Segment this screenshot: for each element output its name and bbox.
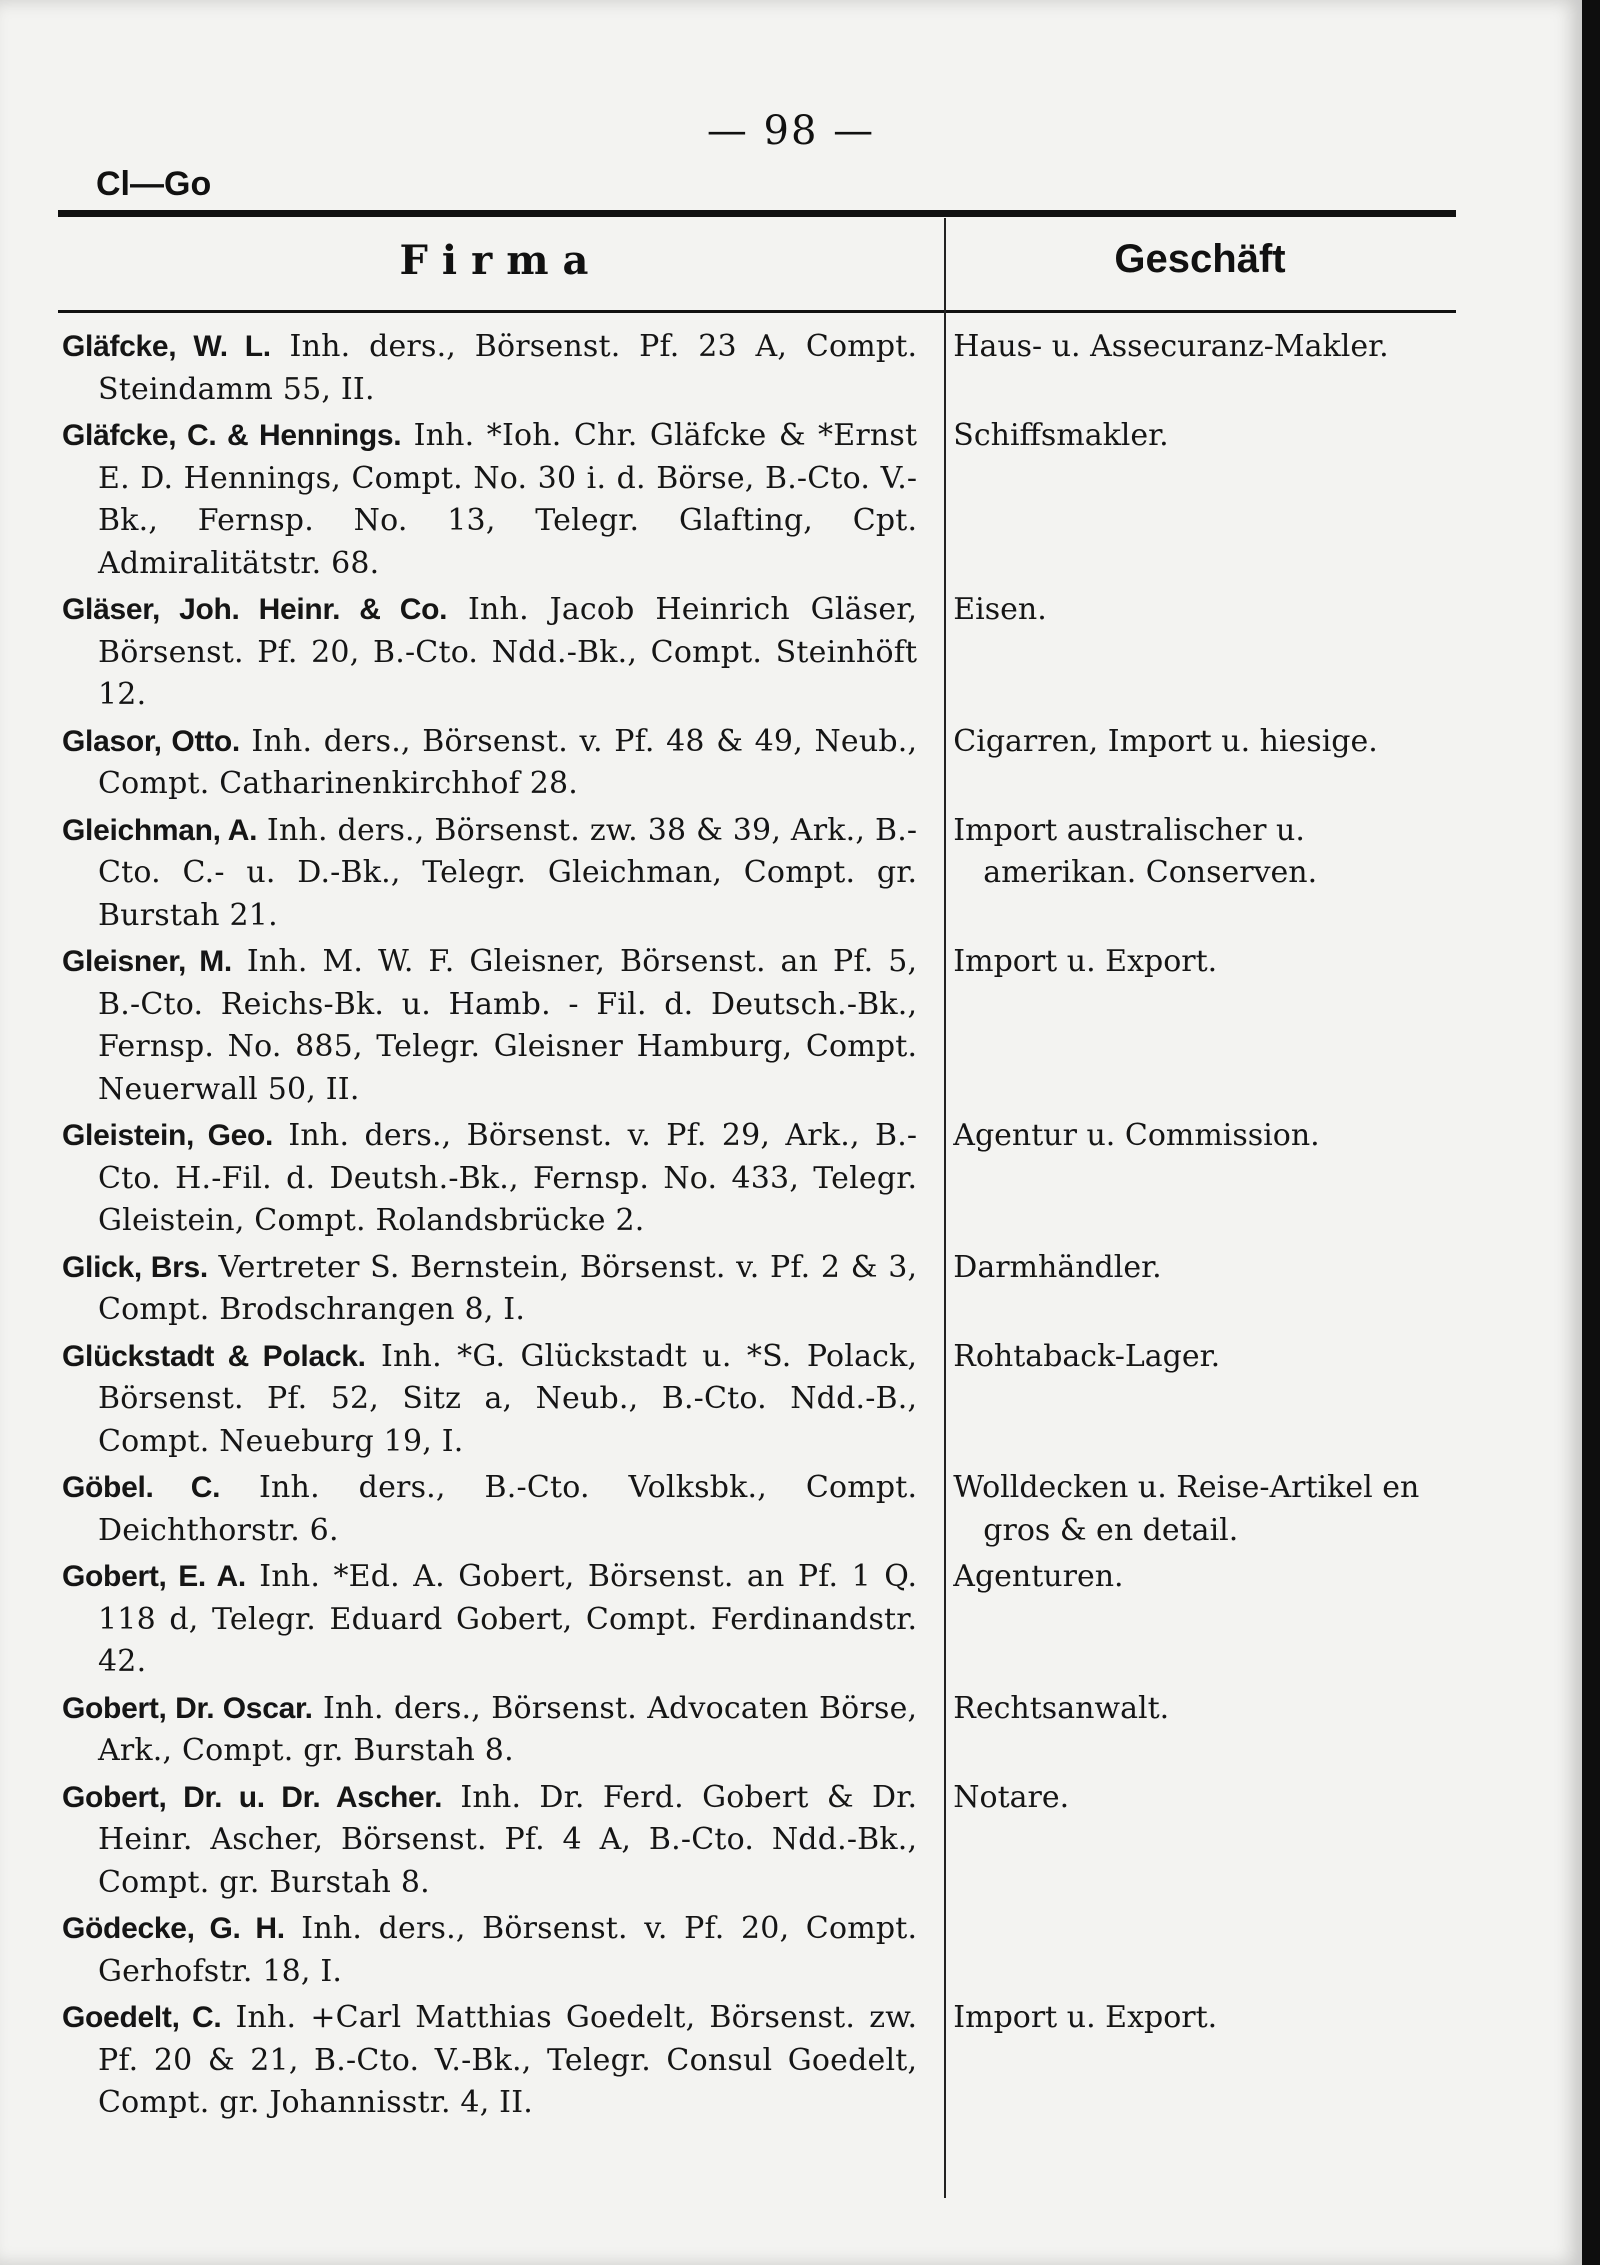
entry-firma xyxy=(62,721,917,806)
firm-name: Gleistein, Geo. xyxy=(62,1119,274,1152)
entry-geschaeft: Notare. xyxy=(953,1779,1070,1815)
entry-geschaeft: Darmhändler. xyxy=(953,1249,1162,1285)
entry-firma xyxy=(62,1115,917,1243)
entry-geschaeft: Import u. Export. xyxy=(953,2000,1218,2035)
entry-firma xyxy=(62,1556,917,1684)
firm-details: Inh. ders., Börsenst. zw. 38 & 39, Ark., B.-Cto. C.- u. D.-Bk., Telegr. Gleichman, Compt. gr. Burstah 21. xyxy=(98,812,918,933)
firm-name: Gläfcke, C. & Hennings. xyxy=(62,419,402,452)
firm-details: Vertreter S. Bernstein, Börsenst. v. Pf. 2 & 3, Compt. Brodschrangen 8, I. xyxy=(98,1249,918,1327)
entry-firma xyxy=(62,1247,917,1332)
entry-geschaeft: Import australischer u. amerikan. Conserven. xyxy=(953,812,1318,890)
entry-gleistein xyxy=(62,1115,1462,1243)
firm-name: Gleisner, M. xyxy=(62,945,232,978)
firm-details: Inh. ders., Börsenst. Pf. 23 A, Compt. Steindamm 55, II. xyxy=(98,329,918,407)
entry-goebel xyxy=(62,1467,1462,1552)
entry-firma xyxy=(62,1777,917,1905)
entry-geschaeft: Haus- u. Assecuranz-Makler. xyxy=(953,329,1389,364)
entry-firma xyxy=(62,941,917,1111)
firm-details: Inh. *Ioh. Chr. Gläfcke & *Ernst E. D. Hennings, Compt. No. 30 i. d. Börse, B.-Cto. V.-Bk., Fernsp. No. 13, Telegr. Glafting, Cpt. Admiralitätstr. 68. xyxy=(98,418,918,581)
column-header-firma: Firma xyxy=(399,237,603,284)
firm-name: Göbel. C. xyxy=(62,1471,221,1504)
firm-name: Gödecke, G. H. xyxy=(62,1912,285,1945)
scan-edge xyxy=(1582,0,1600,2265)
firm-name: Gobert, E. A. xyxy=(62,1560,246,1593)
firm-name: Gläser, Joh. Heinr. & Co. xyxy=(62,593,448,626)
firm-details: Inh. Jacob Heinrich Gläser, Börsenst. Pf. 20, B.-Cto. Ndd.-Bk., Compt. Steinhöft 12. xyxy=(98,592,918,712)
firm-details: Inh. M. W. F. Gleisner, Börsenst. an Pf. 5, B.-Cto. Reichs-Bk. u. Hamb. - Fil. d. Deutsch.-Bk., Fernsp. No. 885, Telegr. Gleisner Hamburg, Compt. Neuerwall 50, II. xyxy=(98,944,918,1107)
entry-glueckstadt-polack xyxy=(62,1336,1462,1464)
page-number: — 98 — xyxy=(706,108,876,154)
firm-details: Inh. ders., Börsenst. v. Pf. 29, Ark., B.-Cto. H.-Fil. d. Deutsh.-Bk., Fernsp. No. 433, Telegr. Gleistein, Compt. Rolandsbrücke 2. xyxy=(98,1118,918,1238)
entry-geschaeft: Rohtaback-Lager. xyxy=(953,1338,1221,1374)
entry-glaefcke-wl xyxy=(62,326,1462,411)
entry-firma xyxy=(62,1467,917,1552)
entry-geschaeft: Import u. Export. xyxy=(953,944,1218,979)
firm-details: Inh. ders., Börsenst. v. Pf. 20, Compt. Gerhofstr. 18, I. xyxy=(98,1911,918,1989)
firm-name: Glasor, Otto. xyxy=(62,724,240,758)
firm-name: Glückstadt & Polack. xyxy=(62,1339,366,1373)
firm-details: Inh. *G. Glückstadt u. *S. Polack, Börsenst. Pf. 52, Sitz a, Neub., B.-Cto. Ndd.-B., Compt. Neueburg 19, I. xyxy=(98,1338,918,1459)
entry-gobert-oscar xyxy=(62,1688,1462,1773)
entry-gleichman xyxy=(62,810,1462,938)
entry-glaefcke-hennings xyxy=(62,415,1462,585)
header-rule-thick xyxy=(58,210,1456,217)
entry-goedecke xyxy=(62,1908,1462,1993)
firm-details: Inh. ders., B.-Cto. Volksbk., Compt. Deichthorstr. 6. xyxy=(98,1470,918,1548)
entry-glick xyxy=(62,1247,1462,1332)
entry-geschaeft: Schiffsmakler. xyxy=(953,418,1169,453)
firm-name: Gleichman, A. xyxy=(62,813,258,847)
entry-firma xyxy=(62,326,917,411)
entry-firma xyxy=(62,1997,917,2125)
entry-geschaeft: Rechtsanwalt. xyxy=(953,1690,1170,1726)
entry-goedelt xyxy=(62,1997,1462,2125)
firm-details: Inh. +Carl Matthias Goedelt, Börsenst. zw. Pf. 20 & 21, B.-Cto. V.-Bk., Telegr. Consul Goedelt, Compt. gr. Johannisstr. 4, II. xyxy=(98,2000,918,2120)
alphabetical-range: Cl—Go xyxy=(96,165,212,203)
entry-geschaeft: Agenturen. xyxy=(953,1559,1124,1594)
header-rule-thin xyxy=(58,310,1456,313)
entry-firma xyxy=(62,589,917,717)
entry-geschaeft: Wolldecken u. Reise-Artikel en gros & en detail. xyxy=(953,1470,1420,1548)
entry-gleisner xyxy=(62,941,1462,1111)
firm-name: Glick, Brs. xyxy=(62,1250,208,1284)
entry-geschaeft: Eisen. xyxy=(953,592,1047,627)
entry-gobert-ascher xyxy=(62,1777,1462,1905)
firm-name: Gobert, Dr. u. Dr. Ascher. xyxy=(62,1780,443,1814)
entry-firma xyxy=(62,1688,917,1773)
entry-firma xyxy=(62,415,917,585)
firm-details: Inh. ders., Börsenst. Advocaten Börse, Ark., Compt. gr. Burstah 8. xyxy=(98,1690,918,1768)
entry-firma xyxy=(62,1336,917,1464)
firm-name: Goedelt, C. xyxy=(62,2001,222,2034)
entry-firma xyxy=(62,1908,917,1993)
firm-name: Gobert, Dr. Oscar. xyxy=(62,1691,313,1725)
entry-geschaeft: Cigarren, Import u. hiesige. xyxy=(953,723,1378,759)
entry-list xyxy=(62,326,1462,2125)
firm-details: Inh. Dr. Ferd. Gobert & Dr. Heinr. Ascher, Börsenst. Pf. 4 A, B.-Cto. Ndd.-Bk., Compt. gr. Burstah 8. xyxy=(98,1779,918,1900)
firm-details: Inh. ders., Börsenst. v. Pf. 48 & 49, Neub., Compt. Catharinenkirchhof 28. xyxy=(98,723,918,801)
firm-details: Inh. *Ed. A. Gobert, Börsenst. an Pf. 1 Q. 118 d, Telegr. Eduard Gobert, Compt. Ferdinandstr. 42. xyxy=(98,1559,918,1679)
entry-glaeser xyxy=(62,589,1462,717)
entry-firma xyxy=(62,810,917,938)
firm-name: Gläfcke, W. L. xyxy=(62,330,271,363)
entry-glasor xyxy=(62,721,1462,806)
entry-geschaeft: Agentur u. Commission. xyxy=(953,1118,1320,1153)
column-header-geschaeft: Geschäft xyxy=(1114,237,1286,281)
entry-gobert-ea xyxy=(62,1556,1462,1684)
